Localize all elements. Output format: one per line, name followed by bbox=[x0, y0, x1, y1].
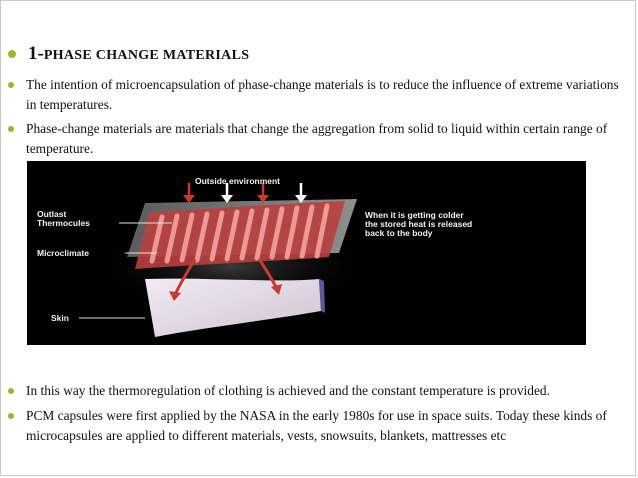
label-microclimate: Microclimate bbox=[37, 248, 89, 258]
pcm-diagram-graphic bbox=[27, 161, 586, 345]
label-outside-environment: Outside environment bbox=[195, 176, 281, 186]
bullet-icon bbox=[8, 126, 14, 132]
label-skin: Skin bbox=[51, 313, 69, 323]
title-prefix: 1- bbox=[28, 43, 44, 64]
pcm-diagram-image bbox=[27, 161, 586, 345]
bullet-item bbox=[8, 75, 623, 115]
title-row bbox=[8, 42, 623, 68]
skin-layer bbox=[145, 279, 321, 337]
bullet-icon bbox=[8, 82, 14, 88]
label-thermocules: Thermocules bbox=[37, 218, 90, 228]
bullet-item bbox=[8, 406, 623, 446]
bullet-text: Phase-change materials are materials that change the aggregation from solid to liquid within certain range of temperature. bbox=[26, 121, 608, 156]
bullet-item bbox=[8, 119, 623, 159]
bullet-icon bbox=[8, 50, 16, 58]
bullet-text: PCM capsules were first applied by the NASA in the early 1980s for use in space suits. Today these kinds of microcapsules are applied to different materials, vests, snowsuits, blankets, mattresses etc bbox=[26, 408, 607, 443]
outside-arrows bbox=[183, 183, 307, 203]
bullet-text: In this way the thermoregulation of clothing is achieved and the constant temperature is provided. bbox=[26, 383, 550, 398]
label-outlast: Outlast bbox=[37, 209, 67, 219]
title-main: PHASE CHANGE MATERIALS bbox=[43, 48, 250, 63]
bullet-item bbox=[8, 381, 623, 401]
label-heat-line-2: the stored heat is released bbox=[365, 219, 473, 229]
label-heat-line-1: When it is getting colder bbox=[365, 210, 464, 220]
bullet-text: The intention of microencapsulation of phase-change materials is to reduce the influence of extreme variations in temperatures. bbox=[26, 77, 619, 112]
slide-title bbox=[28, 42, 249, 68]
bullet-icon bbox=[8, 413, 14, 419]
label-heat-line-3: back to the body bbox=[365, 228, 433, 238]
bullet-icon bbox=[8, 388, 14, 394]
